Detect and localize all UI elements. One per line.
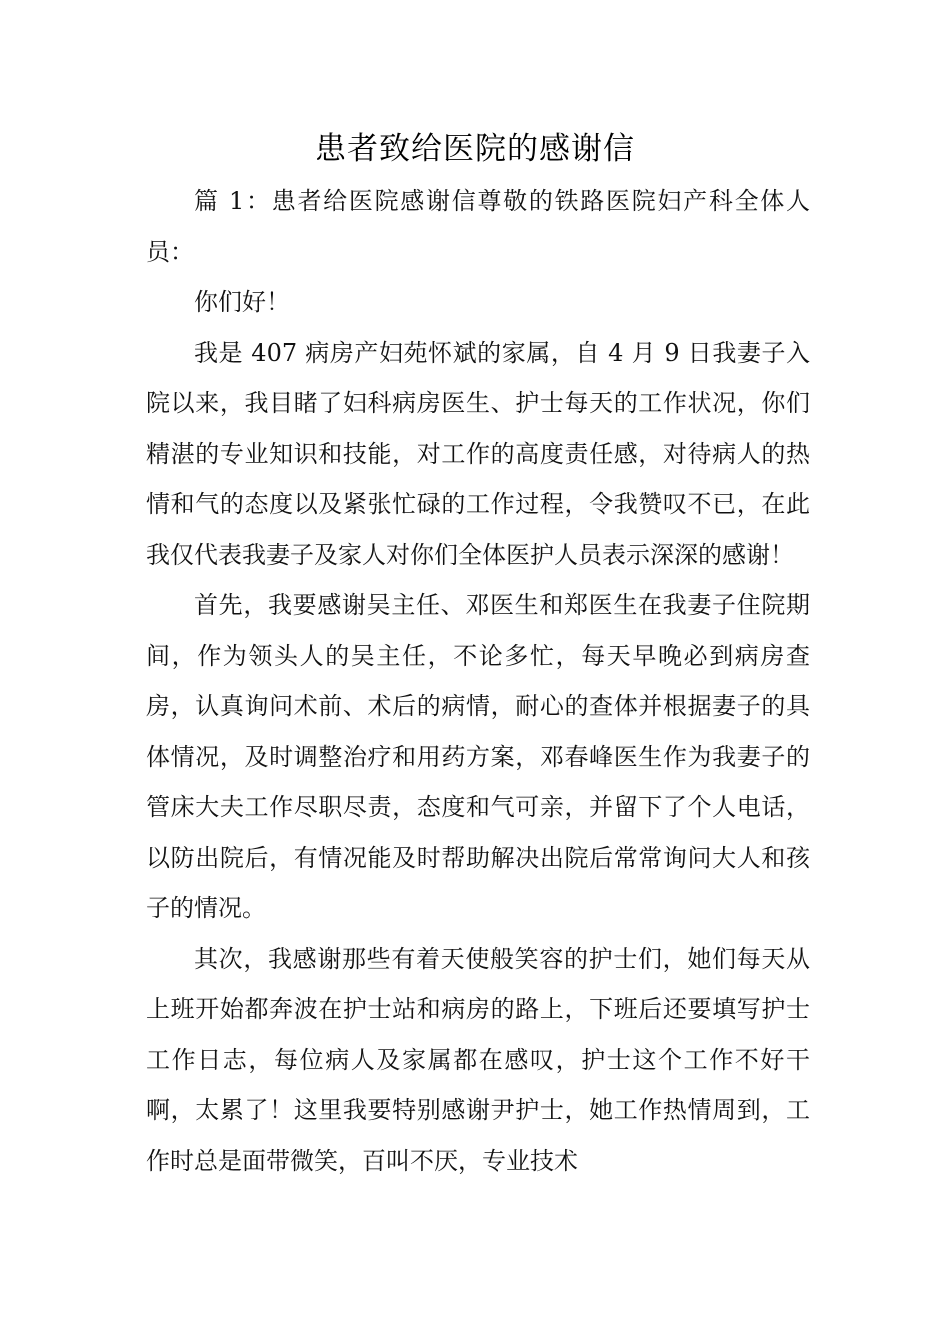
paragraph-greeting: 你们好！	[194, 288, 290, 316]
paragraph-introduction: 我是 407 病房产妇苑怀斌的家属，自 4 月 9 日我妻子入院以来，我目睹了妇科病房医生、护士每天的工作状况，你们精湛的专业知识和技能，对工作的高度责任感，对待病人的热情和气的态度以及紧张忙碌的工作过程，令我赞叹不已，在此我仅代表我妻子及家人对你们全体医护人员表示深深的感谢！	[146, 338, 810, 569]
paragraph-nurses-thanks: 其次，我感谢那些有着天使般笑容的护士们，她们每天从上班开始都奔波在护士站和病房的路上，下班后还要填写护士工作日志，每位病人及家属都在感叹，护士这个工作不好干啊，太累了！这里我要特别感谢尹护士，她工作热情周到，工作时总是面带微笑，百叫不厌，专业技术	[146, 944, 810, 1175]
paragraph-salutation: 篇 1：患者给医院感谢信尊敬的铁路医院妇产科全体人员：	[146, 187, 810, 266]
document-body	[146, 176, 810, 1186]
document-title: 患者致给医院的感谢信	[315, 131, 635, 167]
paragraph-doctors-thanks: 首先，我要感谢吴主任、邓医生和郑医生在我妻子住院期间，作为领头人的吴主任，不论多忙，每天早晚必到病房查房，认真询问术前、术后的病情，耐心的查体并根据妻子的具体情况，及时调整治疗和用药方案，邓春峰医生作为我妻子的管床大夫工作尽职尽责，态度和气可亲，并留下了个人电话，以防出院后，有情况能及时帮助解决出院后常常询问大人和孩子的情况。	[146, 591, 810, 922]
